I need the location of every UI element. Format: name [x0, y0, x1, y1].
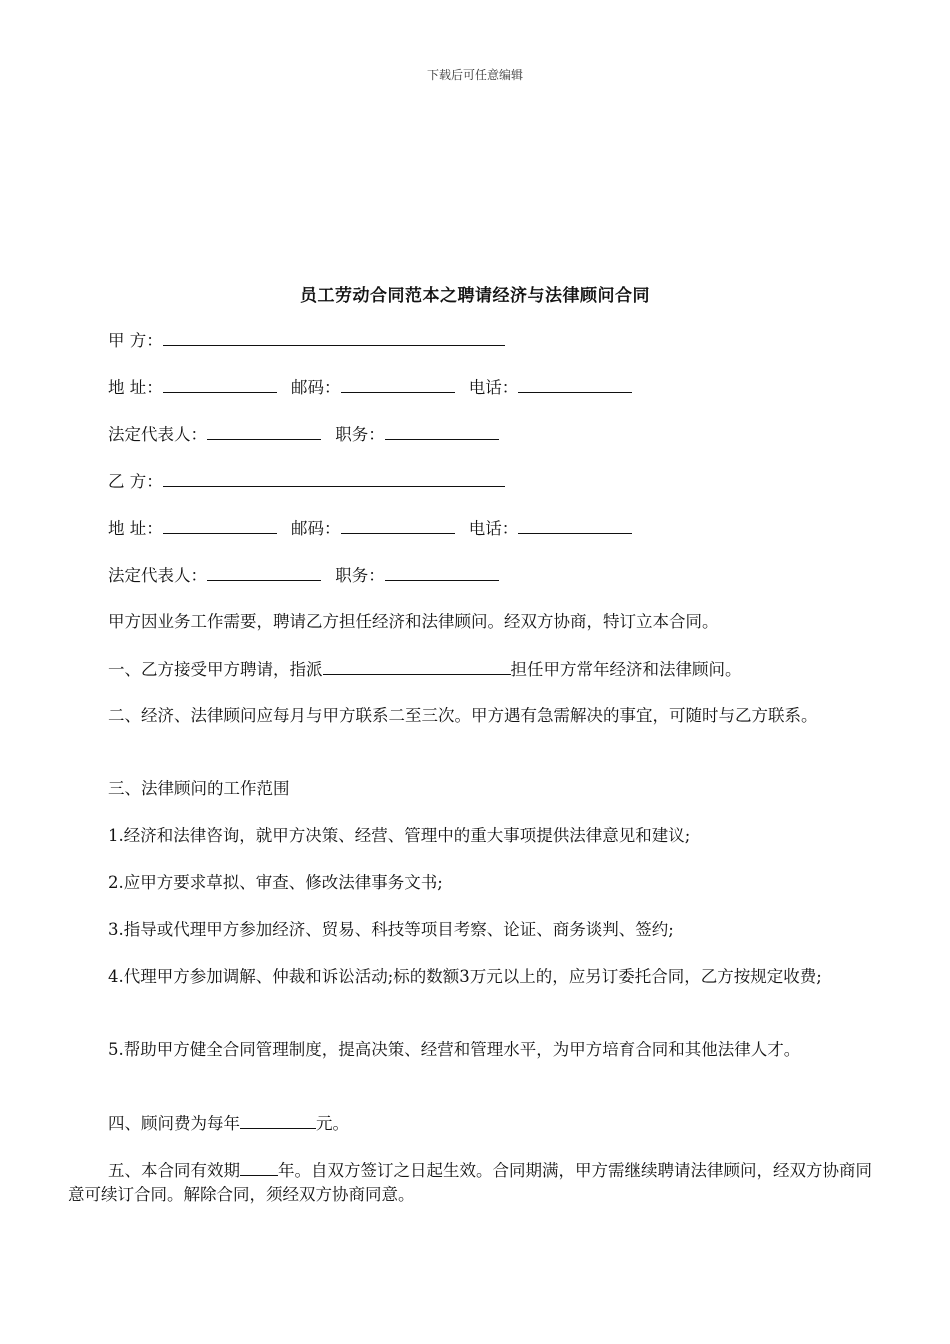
address-blank[interactable]	[163, 516, 277, 534]
position-blank[interactable]	[385, 422, 499, 440]
clause-3-heading: 三、法律顾问的工作范围	[108, 779, 290, 798]
phone-blank[interactable]	[518, 375, 632, 393]
address-label: 地 址：	[108, 519, 163, 538]
clause-4-text-before: 四、顾问费为每年	[108, 1114, 240, 1133]
position-label: 职务：	[335, 566, 385, 585]
address-blank[interactable]	[163, 375, 277, 393]
party-a-line	[108, 328, 505, 353]
clause-5-text-after: 年。自双方签订之日起生效。合同期满，甲方需继续聘请法律顾问，经双方协商同意可续订合同。解除合同，须经双方协商同意。	[68, 1161, 872, 1204]
party-a-blank[interactable]	[163, 328, 505, 346]
position-label: 职务：	[335, 425, 385, 444]
postcode-label: 邮码：	[291, 378, 341, 397]
clause-1	[108, 657, 742, 682]
intro-paragraph: 甲方因业务工作需要，聘请乙方担任经济和法律顾问。经双方协商，特订立本合同。	[108, 612, 719, 631]
postcode-blank[interactable]	[341, 375, 455, 393]
postcode-label: 邮码：	[291, 519, 341, 538]
clause-1-text-after: 担任甲方常年经济和法律顾问。	[510, 660, 742, 679]
term-blank[interactable]	[240, 1158, 278, 1176]
list-item: 5.帮助甲方健全合同管理制度，提高决策、经营和管理水平，为甲方培育合同和其他法律人才。	[108, 1040, 801, 1059]
phone-label: 电话：	[468, 378, 519, 397]
party-b-address-line	[108, 516, 632, 541]
rep-blank[interactable]	[207, 422, 321, 440]
rep-label: 法定代表人：	[108, 566, 207, 585]
party-a-label: 甲 方：	[108, 331, 163, 350]
party-a-rep-line	[108, 422, 499, 447]
rep-label: 法定代表人：	[108, 425, 207, 444]
party-b-rep-line	[108, 563, 499, 588]
party-b-line	[108, 469, 505, 494]
phone-label: 电话：	[468, 519, 519, 538]
list-item: 4.代理甲方参加调解、仲裁和诉讼活动;标的数额3万元以上的，应另订委托合同，乙方按规定收费;	[108, 967, 822, 986]
list-item: 1.经济和法律咨询，就甲方决策、经营、管理中的重大事项提供法律意见和建议;	[108, 826, 691, 845]
list-item: 2.应甲方要求草拟、审查、修改法律事务文书;	[108, 873, 443, 892]
clause-1-text-before: 一、乙方接受甲方聘请，指派	[108, 660, 323, 679]
party-a-address-line	[108, 375, 632, 400]
phone-blank[interactable]	[518, 516, 632, 534]
clause-1-blank[interactable]	[323, 657, 511, 675]
header-note: 下载后可任意编辑	[426, 68, 523, 82]
clause-2: 二、经济、法律顾问应每月与甲方联系二至三次。甲方遇有急需解决的事宜，可随时与乙方联系。	[108, 706, 818, 725]
document-title: 员工劳动合同范本之聘请经济与法律顾问合同	[300, 286, 650, 306]
clause-4	[108, 1111, 349, 1136]
party-b-label: 乙 方：	[108, 472, 163, 491]
rep-blank[interactable]	[207, 563, 321, 581]
list-item: 3.指导或代理甲方参加经济、贸易、科技等项目考察、论证、商务谈判、签约;	[108, 920, 674, 939]
clause-5-text-before: 五、本合同有效期	[108, 1161, 240, 1180]
postcode-blank[interactable]	[341, 516, 455, 534]
position-blank[interactable]	[385, 563, 499, 581]
address-label: 地 址：	[108, 378, 163, 397]
clause-4-text-after: 元。	[316, 1114, 349, 1133]
party-b-blank[interactable]	[163, 469, 505, 487]
fee-blank[interactable]	[240, 1111, 316, 1129]
clause-5	[68, 1158, 882, 1207]
